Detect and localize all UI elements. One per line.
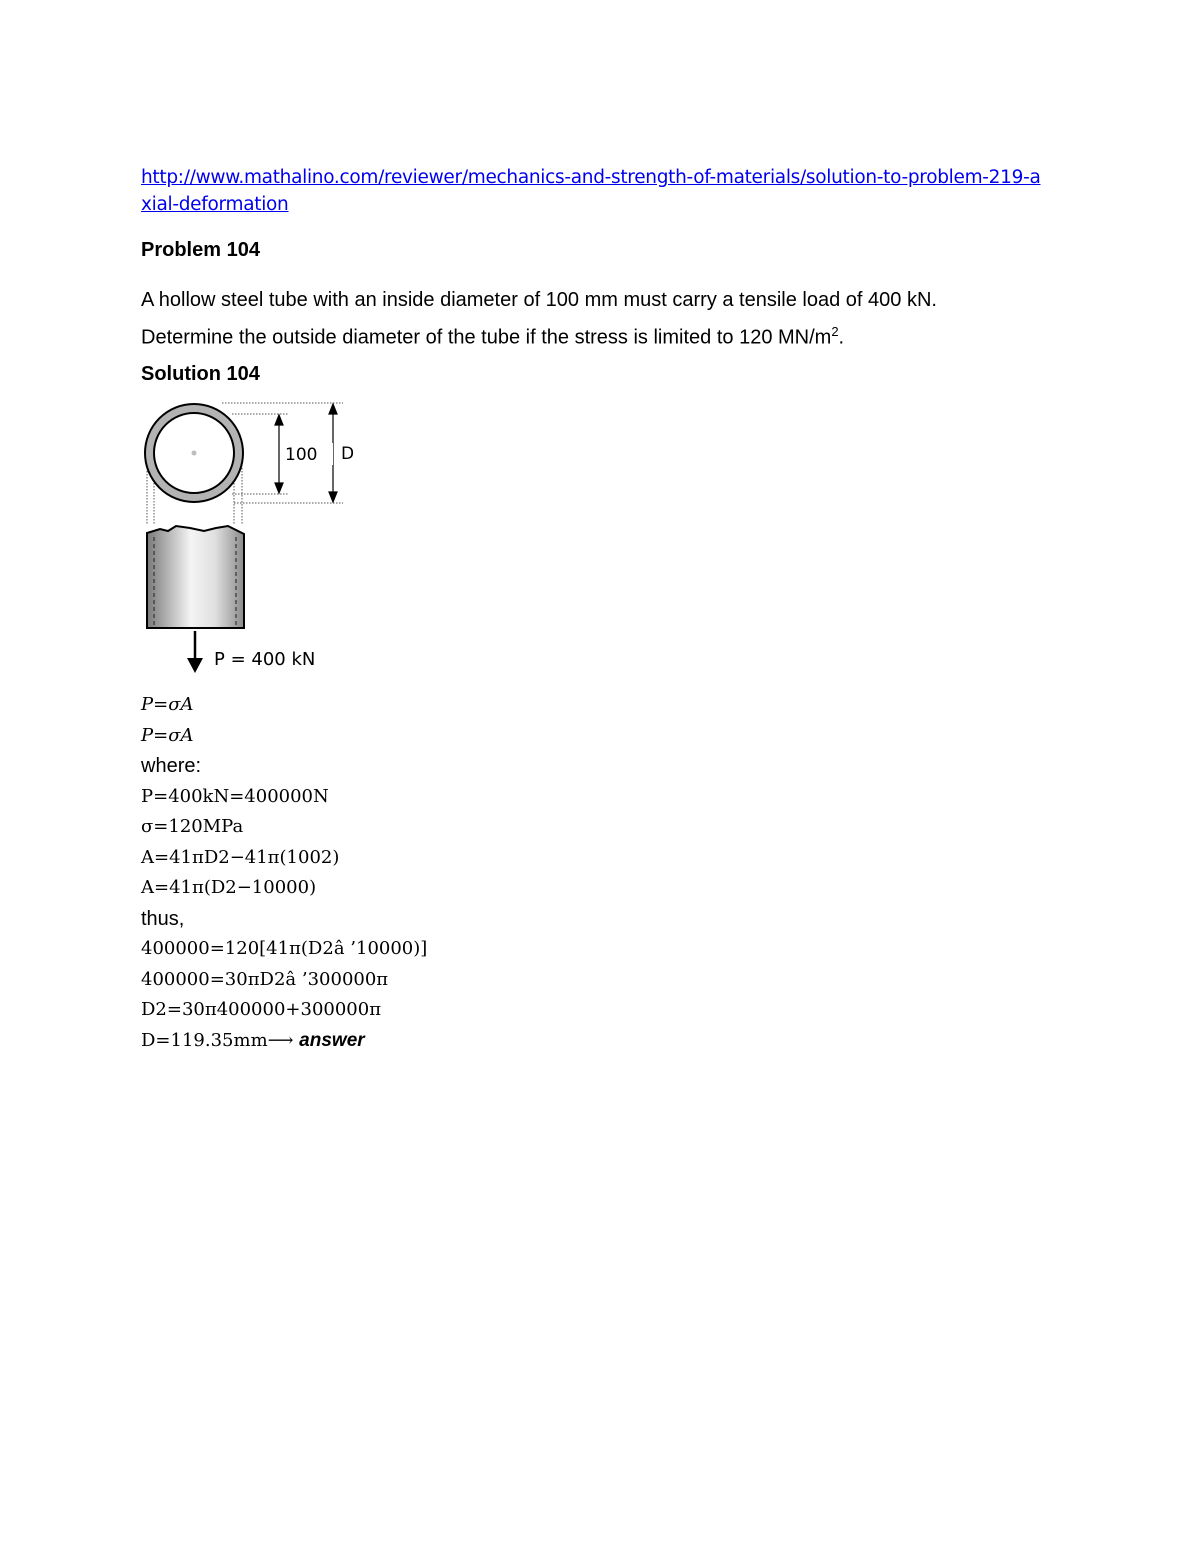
- tube-diagram: [138, 395, 358, 680]
- load-label: P = 400 kN: [214, 649, 316, 670]
- problem-text-line-1: A hollow steel tube with an inside diameter of 100 mm must carry a tensile load of 400 kN.: [141, 289, 937, 311]
- problem-text-line-2: Determine the outside diameter of the tube if the stress is limited to 120 $MN/m^2$.: [141, 324, 845, 349]
- equation-line: 400000=120[41π(D2â ’10000)]: [141, 938, 428, 959]
- where-label: where:: [141, 755, 202, 777]
- problem-title: Problem 104: [141, 239, 260, 261]
- inner-diameter-label: 100: [285, 445, 318, 465]
- solution-title: Solution 104: [141, 363, 260, 385]
- outer-diameter-label: D: [341, 444, 355, 464]
- equation-line: P=σA: [141, 694, 194, 715]
- equation-line: A=41πD2−41π(1002): [141, 846, 340, 868]
- equation-line: A=41π(D2−10000): [141, 877, 317, 898]
- thus-label: thus,: [141, 907, 185, 930]
- tube-cross-section: [145, 404, 243, 502]
- problem-statement: [141, 285, 1061, 354]
- equation-line: σ=120MPa: [141, 816, 244, 837]
- equation-line: 400000=30πD2â ’300000π: [141, 968, 389, 990]
- final-answer-line: D=119.35mm⟶ answer: [141, 1029, 365, 1051]
- equation-line: P=σA: [141, 724, 194, 746]
- solution-equations: [141, 690, 427, 1056]
- tube-side-view: [147, 526, 244, 628]
- load-arrow-icon: [187, 631, 203, 673]
- equation-line: D2=30π400000+300000π: [141, 999, 382, 1020]
- equation-line: P=400kN=400000N: [141, 785, 329, 807]
- reference-link[interactable]: http://www.mathalino.com/reviewer/mechanics-and-strength-of-materials/solution-to-problem-219-axial-deformation: [141, 167, 1041, 215]
- answer-label: answer: [299, 1029, 365, 1051]
